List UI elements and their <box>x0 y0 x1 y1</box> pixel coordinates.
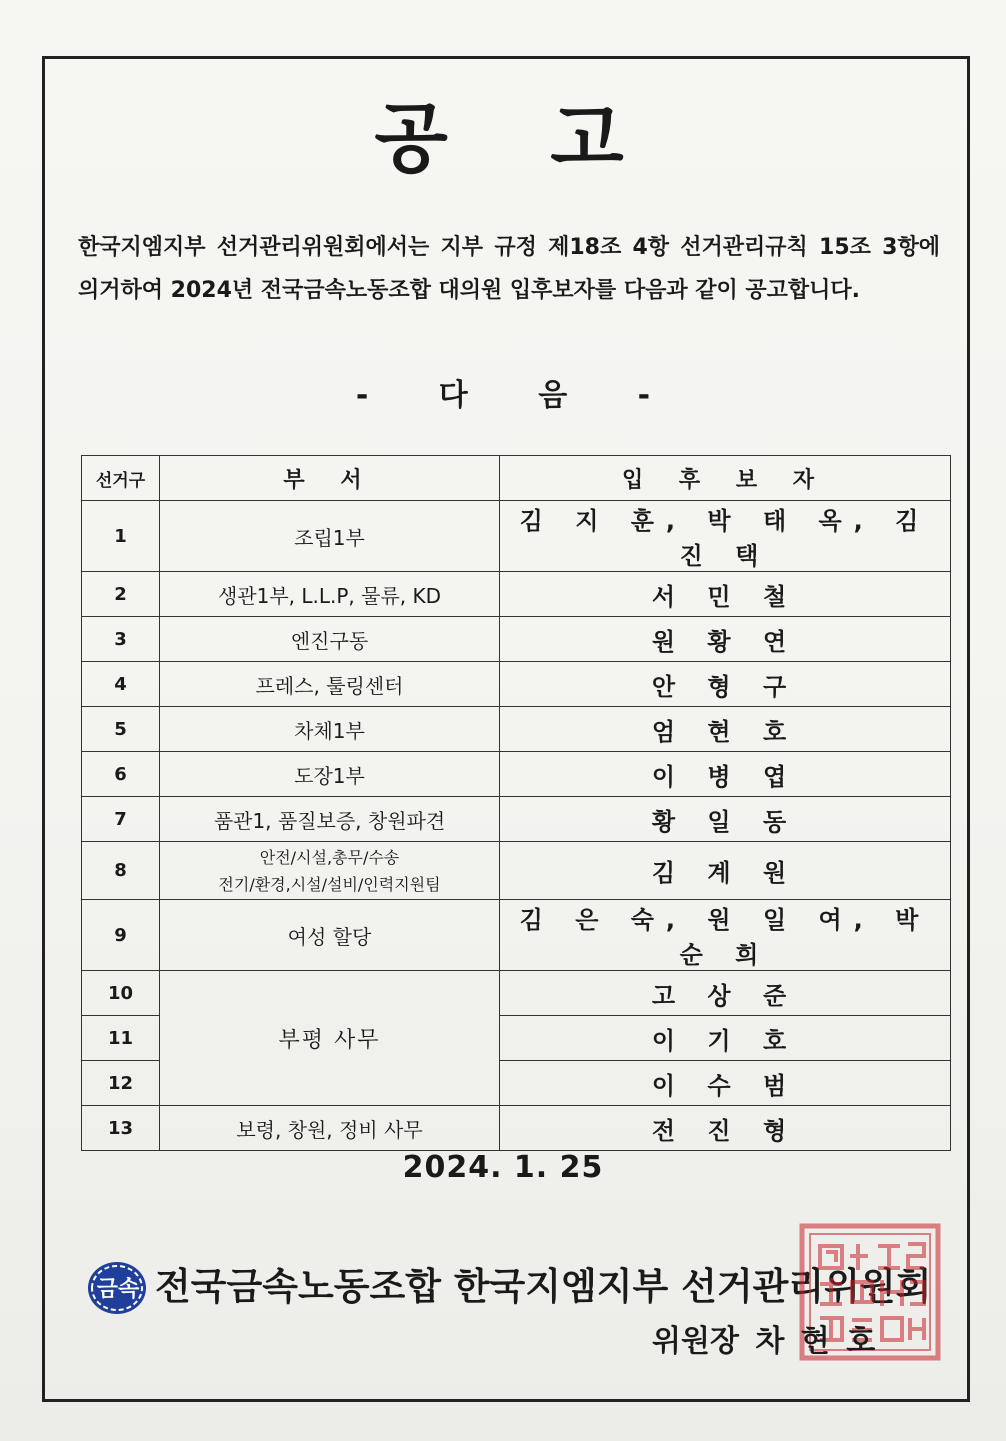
table-row <box>82 971 951 1016</box>
table-row <box>82 662 951 707</box>
candidate-table <box>81 455 951 1151</box>
notice-date: 2024. 1. 25 <box>402 1150 604 1185</box>
district-number: 7 <box>82 797 160 842</box>
district-number: 2 <box>82 572 160 617</box>
table-row <box>82 501 951 572</box>
department-cell: 부평 사무 <box>160 971 500 1106</box>
department-line: 안전/시설,총무/수송 <box>259 847 400 867</box>
district-number: 9 <box>82 900 160 971</box>
district-number: 11 <box>82 1016 160 1061</box>
candidate-cell: 원 황 연 <box>500 617 951 662</box>
section-heading: - 다 음 - <box>355 378 651 413</box>
department-cell: 조립1부 <box>160 501 500 572</box>
district-number: 5 <box>82 707 160 752</box>
union-logo-icon <box>82 1258 152 1318</box>
table-row <box>82 707 951 752</box>
intro-paragraph: 한국지엠지부 선거관리위원회에서는 지부 규정 제18조 4항 선거관리규칙 15조 3항에 의거하여 2024년 전국금속노동조합 대의원 입후보자를 다음과 같이 공고합니다. <box>78 235 940 303</box>
district-number: 12 <box>82 1061 160 1106</box>
district-number: 1 <box>82 501 160 572</box>
candidate-cell: 김 은 숙, 원 일 여, 박 순 희 <box>500 900 951 971</box>
candidate-cell: 김 지 훈, 박 태 옥, 김 진 택 <box>500 501 951 572</box>
department-cell: 여성 할당 <box>160 900 500 971</box>
table-row <box>82 1106 951 1151</box>
department-line: 전기/환경,시설/설비/인력지원팀 <box>218 874 441 894</box>
district-number: 6 <box>82 752 160 797</box>
district-number: 13 <box>82 1106 160 1151</box>
candidate-cell: 전 진 형 <box>500 1106 951 1151</box>
department-cell: 프레스, 툴링센터 <box>160 662 500 707</box>
notice-title: 공 고 <box>374 94 632 183</box>
district-number: 8 <box>82 842 160 900</box>
department-cell: 보령, 창원, 정비 사무 <box>160 1106 500 1151</box>
candidate-cell: 엄 현 호 <box>500 707 951 752</box>
table-row <box>82 617 951 662</box>
table-row <box>82 900 951 971</box>
department-cell: 품관1, 품질보증, 창원파견 <box>160 797 500 842</box>
candidate-cell: 황 일 동 <box>500 797 951 842</box>
candidate-cell: 서 민 철 <box>500 572 951 617</box>
candidate-cell: 안 형 구 <box>500 662 951 707</box>
candidate-cell: 이 기 호 <box>500 1016 951 1061</box>
district-number: 4 <box>82 662 160 707</box>
district-number: 3 <box>82 617 160 662</box>
header-department: 부 서 <box>160 456 500 501</box>
department-cell: 엔진구동 <box>160 617 500 662</box>
table-row <box>82 842 951 900</box>
department-cell: 차체1부 <box>160 707 500 752</box>
header-candidates: 입 후 보 자 <box>500 456 951 501</box>
candidate-cell: 고 상 준 <box>500 971 951 1016</box>
organization-name: 전국금속노동조합 한국지엠지부 선거관리위원회 <box>155 1265 932 1308</box>
chairperson-signature: 위원장 차 현 호 <box>652 1324 876 1359</box>
table-header-row <box>82 456 951 501</box>
district-number: 10 <box>82 971 160 1016</box>
logo-text: 금속 <box>96 1277 140 1302</box>
department-cell: 생관1부, L.L.P, 물류, KD <box>160 572 500 617</box>
table-row <box>82 797 951 842</box>
candidate-cell: 이 수 범 <box>500 1061 951 1106</box>
candidate-cell: 이 병 엽 <box>500 752 951 797</box>
candidate-cell: 김 계 원 <box>500 842 951 900</box>
department-cell <box>160 842 500 900</box>
table-row <box>82 752 951 797</box>
header-district: 선거구 <box>82 456 160 501</box>
department-cell: 도장1부 <box>160 752 500 797</box>
table-row <box>82 572 951 617</box>
